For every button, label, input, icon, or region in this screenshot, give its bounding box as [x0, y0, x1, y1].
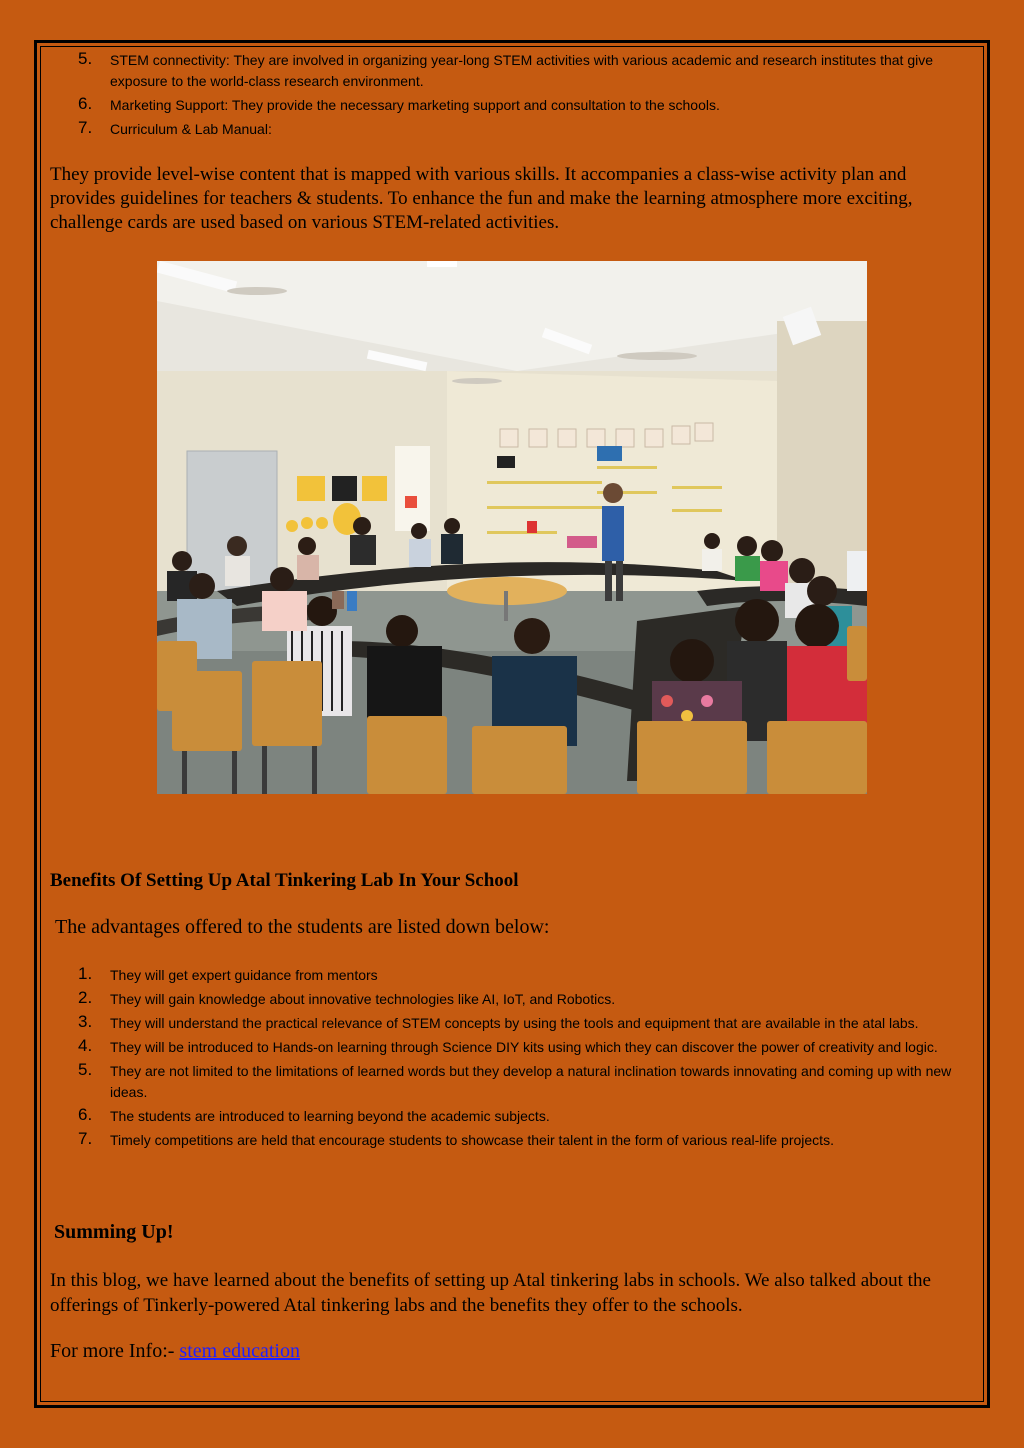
- list-number: 1.: [78, 964, 93, 983]
- more-info-label: For more Info:-: [50, 1340, 180, 1362]
- list-item: [50, 1013, 975, 1034]
- benefits-intro: The advantages offered to the students are listed down below:: [55, 916, 550, 938]
- list-item: [50, 965, 975, 986]
- summing-up-heading: Summing Up!: [54, 1221, 174, 1243]
- list-item: [50, 119, 975, 140]
- list-item: [50, 1061, 975, 1103]
- top-section: [50, 50, 975, 235]
- list-text: They will gain knowledge about innovative technologies like AI, IoT, and Robotics.: [110, 991, 616, 1007]
- list-item: [50, 50, 975, 92]
- curriculum-paragraph: They provide level-wise content that is mapped with various skills. It accompanies a class-wise activity plan and provides guidelines for teachers & students. To enhance the fun and make the learning atmosphere more exciting, challenge cards are used based on various STEM-related activities.: [50, 164, 913, 233]
- list-number: 5.: [78, 49, 93, 68]
- list-number: 6.: [78, 1105, 93, 1124]
- list-text: They will understand the practical relevance of STEM concepts by using the tools and equipment that are available in the atal labs.: [110, 1015, 919, 1031]
- more-info: [50, 1340, 300, 1363]
- list-number: 5.: [78, 1060, 93, 1079]
- summary-paragraph: In this blog, we have learned about the benefits of setting up Atal tinkering labs in schools. We also talked about the offerings of Tinkerly-powered Atal tinkering labs and the benefits they offer to the schools.: [50, 1270, 931, 1316]
- benefits-list: [50, 965, 975, 1151]
- list-text: Timely competitions are held that encourage students to showcase their talent in the form of various real-life projects.: [110, 1132, 834, 1148]
- list-text: The students are introduced to learning beyond the academic subjects.: [110, 1108, 550, 1124]
- list-item: [50, 1106, 975, 1127]
- list-number: 2.: [78, 988, 93, 1007]
- list-number: 6.: [78, 94, 93, 113]
- benefits-heading: Benefits Of Setting Up Atal Tinkering Lab In Your School: [50, 870, 519, 891]
- offerings-list: [50, 50, 975, 140]
- list-number: 7.: [78, 1129, 93, 1148]
- list-text: They will get expert guidance from mentors: [110, 967, 378, 983]
- stem-education-link[interactable]: stem education: [179, 1340, 300, 1362]
- list-item: [50, 95, 975, 116]
- list-item: [50, 989, 975, 1010]
- list-item: [50, 1130, 975, 1151]
- list-text: They will be introduced to Hands-on learning through Science DIY kits using which they can discover the power of creativity and logic.: [110, 1039, 938, 1055]
- list-text: They are not limited to the limitations of learned words but they develop a natural inclination towards innovating and coming up with new ideas.: [110, 1063, 952, 1100]
- list-text: Marketing Support: They provide the necessary marketing support and consultation to the schools.: [110, 97, 720, 113]
- list-number: 7.: [78, 118, 93, 137]
- list-number: 4.: [78, 1036, 93, 1055]
- list-item: [50, 1037, 975, 1058]
- list-text: STEM connectivity: They are involved in organizing year-long STEM activities with various academic and research institutes that give exposure to the world-class research environment.: [110, 52, 934, 89]
- classroom-photo: [157, 261, 867, 794]
- list-text: Curriculum & Lab Manual:: [110, 121, 272, 137]
- benefits-section: [50, 965, 975, 1154]
- list-number: 3.: [78, 1012, 93, 1031]
